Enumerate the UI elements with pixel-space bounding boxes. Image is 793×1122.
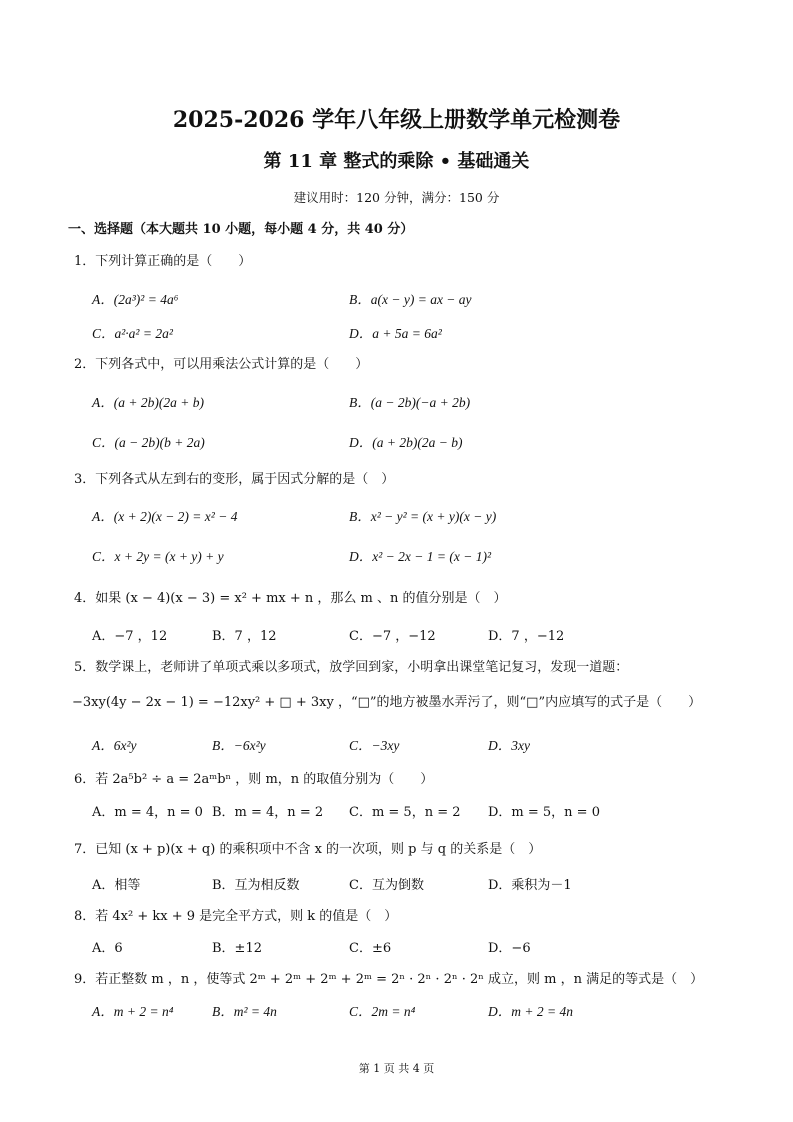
question-9-option-c: C．2m = n⁴ (349, 1004, 416, 1019)
question-9-option-a: A．m + 2 = n⁴ (92, 1004, 174, 1019)
question-8-option-c: C．±6 (349, 941, 392, 956)
question-1-option-b: B．a(x − y) = ax − ay (349, 292, 472, 307)
section-heading: 一、选择题（本大题共 10 小题，每小题 4 分，共 40 分） (68, 222, 414, 237)
question-6-option-d: D．m = 5，n = 0 (488, 805, 600, 820)
question-4-option-c: C．−7 ，−12 (349, 629, 436, 644)
question-8-option-b: B．±12 (212, 941, 262, 956)
question-7-option-b: B．互为相反数 (212, 878, 300, 893)
question-4-stem: 4．如果 (x − 4)(x − 3) = x² + mx + n ，那么 m 、n 的值分别是（ ） (74, 591, 507, 606)
question-5-option-d: D．3xy (488, 738, 530, 753)
question-7-option-d: D．乘积为－1 (488, 878, 572, 893)
question-9-stem: 9．若正整数 m ，n ，使等式 2ᵐ + 2ᵐ + 2ᵐ + 2ᵐ = 2ⁿ · 2ⁿ · 2ⁿ · 2ⁿ 成立，则 m ，n 满足的等式是（ ） (74, 972, 704, 987)
question-4-option-b: B．7 ，12 (212, 629, 277, 644)
question-2-option-a: A．(a + 2b)(2a + b) (92, 395, 204, 410)
question-2-stem: 2．下列各式中，可以用乘法公式计算的是（ ） (74, 357, 369, 372)
question-6-stem: 6．若 2a⁵b² ÷ a = 2aᵐbⁿ ，则 m，n 的取值分别为（ ） (74, 772, 434, 787)
question-7-option-a: A．相等 (92, 878, 141, 893)
question-5-option-c: C．−3xy (349, 738, 400, 753)
question-8-option-a: A．6 (92, 941, 123, 956)
question-4-option-a: A．−7 ，12 (92, 629, 168, 644)
question-7-option-c: C．互为倒数 (349, 878, 424, 893)
question-1-option-a: A．(2a³)² = 4a⁶ (92, 292, 179, 307)
question-1-option-c: C．a²·a² = 2a² (92, 326, 173, 341)
question-6-option-b: B．m = 4，n = 2 (212, 805, 324, 820)
question-6-option-c: C．m = 5，n = 2 (349, 805, 461, 820)
question-3-option-b: B．x² − y² = (x + y)(x − y) (349, 509, 497, 524)
question-9-option-b: B．m² = 4n (212, 1004, 277, 1019)
question-3-option-c: C．x + 2y = (x + y) + y (92, 549, 224, 564)
question-9-option-d: D．m + 2 = 4n (488, 1004, 573, 1019)
question-4-option-d: D．7 ，−12 (488, 629, 565, 644)
question-8-option-d: D．−6 (488, 941, 531, 956)
question-8-stem: 8．若 4x² + kx + 9 是完全平方式，则 k 的值是（ ） (74, 909, 398, 924)
question-2-option-c: C．(a − 2b)(b + 2a) (92, 435, 205, 450)
question-3-option-a: A．(x + 2)(x − 2) = x² − 4 (92, 509, 238, 524)
exam-title: 2025-2026 学年八年级上册数学单元检测卷 (172, 107, 621, 133)
question-2-option-b: B．(a − 2b)(−a + 2b) (349, 395, 471, 410)
page-footer: 第 1 页 共 4 页 (358, 1062, 435, 1075)
question-1-option-d: D．a + 5a = 6a² (349, 326, 442, 341)
question-5-option-a: A．6x²y (92, 738, 137, 753)
time-score-info: 建议用时：120 分钟，满分：150 分 (293, 190, 500, 205)
question-5-stem: 5．数学课上，老师讲了单项式乘以多项式，放学回到家，小明拿出课堂笔记复习，发现一道题： (74, 660, 629, 675)
question-1-stem: 1．下列计算正确的是（ ） (74, 254, 252, 269)
chapter-subtitle: 第 11 章 整式的乘除 • 基础通关 (263, 151, 530, 172)
question-5-stem-line2: −3xy(4y − 2x − 1) = −12xy² + □ + 3xy ，“□”的地方被墨水弄污了，则“□”内应填写的式子是（ ） (72, 695, 702, 710)
question-6-option-a: A．m = 4，n = 0 (92, 805, 203, 820)
question-2-option-d: D．(a + 2b)(2a − b) (349, 435, 463, 450)
question-7-stem: 7．已知 (x + p)(x + q) 的乘积项中不含 x 的一次项，则 p 与 q 的关系是（ ） (74, 842, 542, 857)
question-3-option-d: D．x² − 2x − 1 = (x − 1)² (349, 549, 492, 564)
question-5-option-b: B．−6x²y (212, 738, 266, 753)
question-3-stem: 3．下列各式从左到右的变形，属于因式分解的是（ ） (74, 472, 395, 487)
